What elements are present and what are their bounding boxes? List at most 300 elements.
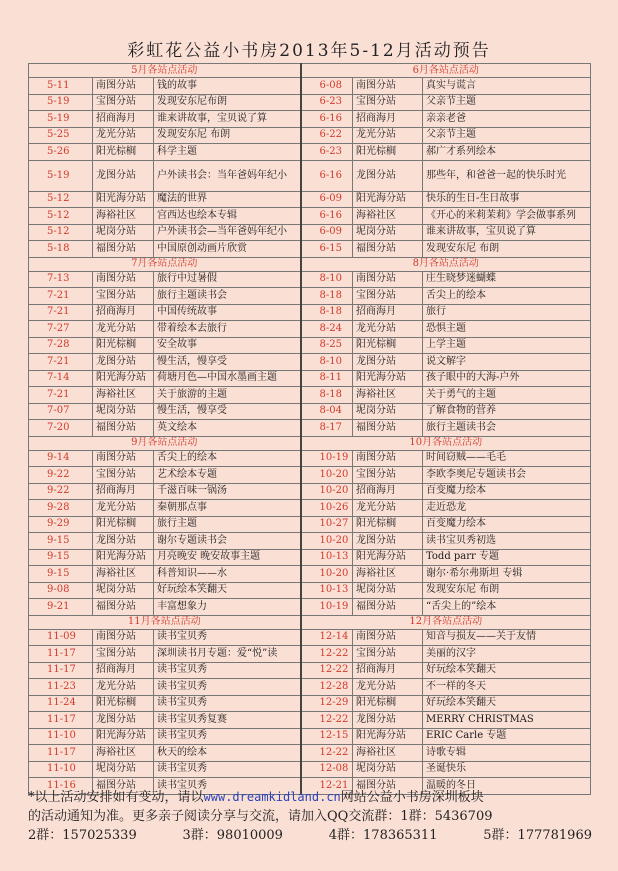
event-topic: 走近恐龙 xyxy=(423,500,591,517)
branch-name: 招商海月 xyxy=(353,304,423,321)
branch-name: 龙光分站 xyxy=(353,500,423,517)
schedule-table xyxy=(28,63,591,795)
branch-name: 南图分站 xyxy=(353,271,423,288)
branch-name: 福图分站 xyxy=(353,778,423,795)
branch-name: 阳光棕榈 xyxy=(93,337,154,354)
event-topic: Todd parr 专题 xyxy=(423,549,591,566)
schedule-row xyxy=(29,288,591,305)
schedule-row xyxy=(29,191,591,208)
event-date: 6-15 xyxy=(301,241,353,258)
branch-name: 龙图分站 xyxy=(93,160,154,191)
event-date: 12-22 xyxy=(301,745,353,762)
event-date: 10-19 xyxy=(301,599,353,616)
schedule-row xyxy=(29,321,591,338)
branch-name: 招商海月 xyxy=(93,662,154,679)
branch-name: 福图分站 xyxy=(353,420,423,437)
event-date: 10-27 xyxy=(301,516,353,533)
schedule-row xyxy=(29,483,591,500)
event-date: 6-09 xyxy=(301,191,353,208)
event-topic: 关于勇气的主题 xyxy=(423,387,591,404)
event-date: 5-12 xyxy=(29,191,93,208)
schedule-row xyxy=(29,679,591,696)
month-header: 8月各站点活动 xyxy=(301,257,591,271)
event-date: 10-20 xyxy=(301,483,353,500)
event-topic: 读书宝贝秀 xyxy=(154,629,301,646)
event-date: 11-17 xyxy=(29,646,93,663)
event-topic: 真实与谎言 xyxy=(423,78,591,95)
branch-name: 海裕社区 xyxy=(353,387,423,404)
schedule-row xyxy=(29,761,591,778)
event-topic: 好玩绘本笑翻天 xyxy=(423,695,591,712)
branch-name: 宝图分站 xyxy=(93,467,154,484)
event-date: 9-29 xyxy=(29,516,93,533)
event-date: 6-16 xyxy=(301,111,353,128)
event-date: 6-08 xyxy=(301,78,353,95)
event-date: 7-27 xyxy=(29,321,93,338)
event-topic: 孩子眼中的大海-户外 xyxy=(423,370,591,387)
event-date: 9-22 xyxy=(29,467,93,484)
month-header: 5月各站点活动 xyxy=(29,64,301,78)
event-date: 10-20 xyxy=(301,467,353,484)
schedule-row xyxy=(29,94,591,111)
event-topic: 中国原创动画片欣赏 xyxy=(154,241,301,258)
event-date: 10-20 xyxy=(301,533,353,550)
event-topic: 科普知识——水 xyxy=(154,566,301,583)
branch-name: 龙光分站 xyxy=(353,321,423,338)
event-date: 7-21 xyxy=(29,304,93,321)
branch-name: 南图分站 xyxy=(93,450,154,467)
branch-name: 龙图分站 xyxy=(353,354,423,371)
schedule-row xyxy=(29,78,591,95)
month-header: 12月各站点活动 xyxy=(301,615,591,629)
branch-name: 宝图分站 xyxy=(93,646,154,663)
event-date: 8-25 xyxy=(301,337,353,354)
schedule-row xyxy=(29,629,591,646)
event-date: 7-07 xyxy=(29,403,93,420)
branch-name: 阳光海分站 xyxy=(353,370,423,387)
branch-name: 福图分站 xyxy=(93,778,154,795)
event-date: 10-13 xyxy=(301,549,353,566)
schedule-row xyxy=(29,745,591,762)
event-date: 5-19 xyxy=(29,111,93,128)
schedule-row xyxy=(29,712,591,729)
event-topic: 快乐的生日-生日故事 xyxy=(423,191,591,208)
event-date: 6-09 xyxy=(301,224,353,241)
branch-name: 海裕社区 xyxy=(93,566,154,583)
event-topic: 艺术绘本专题 xyxy=(154,467,301,484)
branch-name: 福图分站 xyxy=(93,599,154,616)
branch-name: 阳光海分站 xyxy=(93,370,154,387)
event-date: 5-12 xyxy=(29,224,93,241)
schedule-row xyxy=(29,582,591,599)
footer-notice xyxy=(28,788,598,845)
schedule-row xyxy=(29,467,591,484)
event-date: 9-28 xyxy=(29,500,93,517)
event-date: 6-23 xyxy=(301,94,353,111)
branch-name: 龙光分站 xyxy=(93,500,154,517)
event-date: 11-24 xyxy=(29,695,93,712)
month-header: 6月各站点活动 xyxy=(301,64,591,78)
event-date: 9-22 xyxy=(29,483,93,500)
event-date: 7-13 xyxy=(29,271,93,288)
schedule-row xyxy=(29,241,591,258)
branch-name: 宝图分站 xyxy=(353,94,423,111)
event-date: 6-23 xyxy=(301,144,353,161)
event-topic: 谢尔·希尔弗斯坦 专辑 xyxy=(423,566,591,583)
event-date: 6-22 xyxy=(301,127,353,144)
event-topic: 荷塘月色—中国水墨画主题 xyxy=(154,370,301,387)
event-topic: 李欧李奥尼专题读书会 xyxy=(423,467,591,484)
branch-name: 福图分站 xyxy=(93,420,154,437)
branch-name: 福图分站 xyxy=(353,599,423,616)
event-date: 7-28 xyxy=(29,337,93,354)
event-topic: 千滋百味一锅汤 xyxy=(154,483,301,500)
event-topic: 慢生活，慢享受 xyxy=(154,403,301,420)
month-header: 10月各站点活动 xyxy=(301,436,591,450)
event-date: 8-18 xyxy=(301,387,353,404)
event-date: 12-29 xyxy=(301,695,353,712)
event-date: 10-13 xyxy=(301,582,353,599)
branch-name: 南图分站 xyxy=(93,78,154,95)
event-date: 9-08 xyxy=(29,582,93,599)
event-topic: 读书宝贝秀 xyxy=(154,695,301,712)
event-topic: 时间窃贼——毛毛 xyxy=(423,450,591,467)
event-date: 9-15 xyxy=(29,566,93,583)
schedule-row xyxy=(29,160,591,191)
event-topic: 丰富想象力 xyxy=(154,599,301,616)
branch-name: 龙光分站 xyxy=(93,679,154,696)
month-header: 11月各站点活动 xyxy=(29,615,301,629)
branch-name: 坭岗分站 xyxy=(353,582,423,599)
schedule-row xyxy=(29,354,591,371)
branch-name: 阳光海分站 xyxy=(353,191,423,208)
schedule-row xyxy=(29,695,591,712)
schedule-row xyxy=(29,127,591,144)
qq-group-3: 3群：98010009 xyxy=(182,828,283,843)
event-topic: 读书宝贝秀 xyxy=(154,662,301,679)
schedule-row xyxy=(29,337,591,354)
branch-name: 宝图分站 xyxy=(353,288,423,305)
event-topic: 亲亲老爸 xyxy=(423,111,591,128)
event-date: 12-22 xyxy=(301,662,353,679)
branch-name: 阳光棕榈 xyxy=(353,695,423,712)
branch-name: 阳光棕榈 xyxy=(353,516,423,533)
branch-name: 宝图分站 xyxy=(93,94,154,111)
month-header-row xyxy=(29,436,591,450)
event-topic: 安全故事 xyxy=(154,337,301,354)
event-topic: 发现安东尼 布朗 xyxy=(154,127,301,144)
branch-name: 海裕社区 xyxy=(93,745,154,762)
branch-name: 坭岗分站 xyxy=(93,761,154,778)
event-date: 10-20 xyxy=(301,566,353,583)
branch-name: 宝图分站 xyxy=(93,288,154,305)
branch-name: 龙图分站 xyxy=(353,712,423,729)
event-date: 7-20 xyxy=(29,420,93,437)
schedule-row xyxy=(29,111,591,128)
event-topic: 英文绘本 xyxy=(154,420,301,437)
event-date: 8-18 xyxy=(301,288,353,305)
event-date: 8-04 xyxy=(301,403,353,420)
branch-name: 招商海月 xyxy=(93,483,154,500)
event-topic: ERIC Carle 专题 xyxy=(423,728,591,745)
event-date: 6-16 xyxy=(301,160,353,191)
schedule-row xyxy=(29,646,591,663)
month-header-row xyxy=(29,257,591,271)
footer-notice-line1-end: 网站公益小书房深圳板块 xyxy=(340,790,484,805)
branch-name: 南图分站 xyxy=(353,629,423,646)
event-topic: 户外读书会：当年爸妈年纪小 xyxy=(154,160,301,191)
event-date: 7-14 xyxy=(29,370,93,387)
footer-notice-line2: 的活动通知为准。更多亲子阅读分享与交流，请加入QQ交流群：1群：5436709 xyxy=(28,809,493,824)
event-date: 5-26 xyxy=(29,144,93,161)
schedule-row xyxy=(29,370,591,387)
qq-group-5: 5群：177781969 xyxy=(483,828,592,843)
event-topic: 父亲节主题 xyxy=(423,94,591,111)
event-date: 6-16 xyxy=(301,208,353,225)
page-title: 彩虹花公益小书房2013年5-12月活动预告 xyxy=(127,41,491,61)
event-topic: 说文解字 xyxy=(423,354,591,371)
event-topic: 户外读书会—当年爸妈年纪小 xyxy=(154,224,301,241)
event-topic: 月亮晚安 晚安故事主题 xyxy=(154,549,301,566)
event-topic: 魔法的世界 xyxy=(154,191,301,208)
event-date: 10-19 xyxy=(301,450,353,467)
event-topic: 读书宝贝秀 xyxy=(154,679,301,696)
month-header-row xyxy=(29,615,591,629)
event-topic: “舌尖上的”绘本 xyxy=(423,599,591,616)
event-date: 11-17 xyxy=(29,745,93,762)
branch-name: 阳光棕榈 xyxy=(353,144,423,161)
event-topic: 《开心的米莉茉莉》学会做事系列 xyxy=(423,208,591,225)
branch-name: 龙图分站 xyxy=(93,354,154,371)
event-date: 5-18 xyxy=(29,241,93,258)
schedule-row xyxy=(29,450,591,467)
event-topic: 发现安东尼布朗 xyxy=(154,94,301,111)
branch-name: 宝图分站 xyxy=(353,646,423,663)
branch-name: 龙图分站 xyxy=(353,160,423,191)
event-topic: 慢生活，慢享受 xyxy=(154,354,301,371)
event-topic: 宫西达也绘本专辑 xyxy=(154,208,301,225)
event-date: 5-12 xyxy=(29,208,93,225)
event-date: 12-15 xyxy=(301,728,353,745)
event-date: 8-24 xyxy=(301,321,353,338)
event-topic: 温暖的冬日 xyxy=(423,778,591,795)
event-date: 11-10 xyxy=(29,761,93,778)
event-topic: 旅行 xyxy=(423,304,591,321)
event-topic: 旅行主题读书会 xyxy=(423,420,591,437)
event-date: 5-11 xyxy=(29,78,93,95)
event-date: 8-11 xyxy=(301,370,353,387)
event-date: 12-28 xyxy=(301,679,353,696)
event-topic: 秦朝那点事 xyxy=(154,500,301,517)
event-date: 11-09 xyxy=(29,629,93,646)
branch-name: 阳光棕榈 xyxy=(353,337,423,354)
branch-name: 龙光分站 xyxy=(93,127,154,144)
branch-name: 南图分站 xyxy=(93,629,154,646)
event-topic: 关于旅游的主题 xyxy=(154,387,301,404)
event-topic: 深圳读书月专题：爱“悦”读 xyxy=(154,646,301,663)
qq-group-4: 4群：178365311 xyxy=(328,828,438,843)
branch-name: 阳光海分站 xyxy=(353,728,423,745)
branch-name: 宝图分站 xyxy=(353,467,423,484)
branch-name: 招商海月 xyxy=(353,483,423,500)
event-topic: 读书宝贝秀复赛 xyxy=(154,712,301,729)
schedule-row xyxy=(29,500,591,517)
branch-name: 南图分站 xyxy=(353,450,423,467)
event-topic: 不一样的冬天 xyxy=(423,679,591,696)
event-date: 5-19 xyxy=(29,94,93,111)
schedule-row xyxy=(29,420,591,437)
event-date: 11-16 xyxy=(29,778,93,795)
schedule-row xyxy=(29,728,591,745)
schedule-row xyxy=(29,599,591,616)
branch-name: 海裕社区 xyxy=(353,745,423,762)
schedule-row xyxy=(29,533,591,550)
website-link[interactable]: www.dreamkidland.cn xyxy=(203,790,341,804)
branch-name: 招商海月 xyxy=(93,304,154,321)
event-topic: 好玩绘本笑翻天 xyxy=(423,662,591,679)
event-date: 12-22 xyxy=(301,712,353,729)
branch-name: 招商海月 xyxy=(353,662,423,679)
event-topic: 读书宝贝秀 xyxy=(154,761,301,778)
event-topic: 旅行主题 xyxy=(154,516,301,533)
branch-name: 福图分站 xyxy=(93,241,154,258)
branch-name: 坭岗分站 xyxy=(353,403,423,420)
event-topic: 读书宝贝秀 xyxy=(154,728,301,745)
event-topic: 父亲节主题 xyxy=(423,127,591,144)
branch-name: 招商海月 xyxy=(93,111,154,128)
branch-name: 阳光棕榈 xyxy=(93,144,154,161)
branch-name: 龙图分站 xyxy=(93,533,154,550)
branch-name: 龙图分站 xyxy=(353,533,423,550)
event-topic: 旅行中过暑假 xyxy=(154,271,301,288)
event-date: 9-15 xyxy=(29,549,93,566)
event-date: 8-10 xyxy=(301,354,353,371)
qq-group-list xyxy=(28,826,592,845)
event-date: 11-17 xyxy=(29,712,93,729)
branch-name: 坭岗分站 xyxy=(93,224,154,241)
event-topic: MERRY CHRISTMAS xyxy=(423,712,591,729)
event-date: 11-10 xyxy=(29,728,93,745)
schedule-row xyxy=(29,304,591,321)
event-topic: 钱的故事 xyxy=(154,78,301,95)
event-topic: 发现安东尼 布朗 xyxy=(423,241,591,258)
schedule-row xyxy=(29,144,591,161)
event-topic: 知音与损友——关于友情 xyxy=(423,629,591,646)
schedule-row xyxy=(29,387,591,404)
branch-name: 南图分站 xyxy=(353,78,423,95)
schedule-row xyxy=(29,403,591,420)
branch-name: 坭岗分站 xyxy=(93,582,154,599)
schedule-row xyxy=(29,208,591,225)
schedule-row xyxy=(29,516,591,533)
branch-name: 海裕社区 xyxy=(93,208,154,225)
event-topic: 读书宝贝秀初选 xyxy=(423,533,591,550)
event-date: 8-10 xyxy=(301,271,353,288)
event-topic: 旅行主题读书会 xyxy=(154,288,301,305)
event-date: 12-21 xyxy=(301,778,353,795)
event-date: 12-14 xyxy=(301,629,353,646)
branch-name: 坭岗分站 xyxy=(353,761,423,778)
month-header-row xyxy=(29,64,591,78)
schedule-row xyxy=(29,566,591,583)
schedule-row xyxy=(29,549,591,566)
event-topic: 上学主题 xyxy=(423,337,591,354)
branch-name: 招商海月 xyxy=(353,111,423,128)
event-date: 10-26 xyxy=(301,500,353,517)
event-topic: 了解食物的营养 xyxy=(423,403,591,420)
branch-name: 阳光棕榈 xyxy=(93,695,154,712)
event-topic: 恐惧主题 xyxy=(423,321,591,338)
event-date: 9-21 xyxy=(29,599,93,616)
event-topic: 诗歌专辑 xyxy=(423,745,591,762)
event-topic: 中国传统故事 xyxy=(154,304,301,321)
branch-name: 海裕社区 xyxy=(353,566,423,583)
branch-name: 阳光海分站 xyxy=(93,728,154,745)
event-topic: 郝广才系列绘本 xyxy=(423,144,591,161)
branch-name: 福图分站 xyxy=(353,241,423,258)
schedule-row xyxy=(29,662,591,679)
schedule-row xyxy=(29,224,591,241)
branch-name: 阳光海分站 xyxy=(93,549,154,566)
schedule-row xyxy=(29,271,591,288)
branch-name: 南图分站 xyxy=(93,271,154,288)
event-topic: 谁来讲故事，宝贝说了算 xyxy=(154,111,301,128)
event-topic: 美丽的汉字 xyxy=(423,646,591,663)
branch-name: 坭岗分站 xyxy=(353,224,423,241)
qq-group-2: 2群：157025339 xyxy=(28,828,137,843)
event-topic: 那些年，和爸爸一起的快乐时光 xyxy=(423,160,591,191)
branch-name: 阳光海分站 xyxy=(353,549,423,566)
event-date: 12-08 xyxy=(301,761,353,778)
event-date: 5-19 xyxy=(29,160,93,191)
event-topic: 圣诞快乐 xyxy=(423,761,591,778)
branch-name: 龙光分站 xyxy=(353,127,423,144)
event-topic: 舌尖上的绘本 xyxy=(423,288,591,305)
footer-notice-line1-start: *以上活动安排如有变动，请以 xyxy=(28,790,204,805)
event-topic: 舌尖上的绘本 xyxy=(154,450,301,467)
event-date: 11-23 xyxy=(29,679,93,696)
branch-name: 龙光分站 xyxy=(353,679,423,696)
event-topic: 带着绘本去旅行 xyxy=(154,321,301,338)
event-date: 8-18 xyxy=(301,304,353,321)
event-topic: 发现安东尼 布朗 xyxy=(423,582,591,599)
event-date: 11-17 xyxy=(29,662,93,679)
branch-name: 海裕社区 xyxy=(353,208,423,225)
event-date: 7-21 xyxy=(29,387,93,404)
branch-name: 龙光分站 xyxy=(93,321,154,338)
event-topic: 百变魔力绘本 xyxy=(423,516,591,533)
event-topic: 谢尔专题读书会 xyxy=(154,533,301,550)
event-date: 7-21 xyxy=(29,288,93,305)
event-date: 9-14 xyxy=(29,450,93,467)
branch-name: 龙图分站 xyxy=(93,712,154,729)
event-topic: 读书宝贝秀 xyxy=(154,778,301,795)
event-date: 7-21 xyxy=(29,354,93,371)
event-topic: 秋天的绘本 xyxy=(154,745,301,762)
event-date: 5-25 xyxy=(29,127,93,144)
event-topic: 科学主题 xyxy=(154,144,301,161)
event-topic: 好玩绘本笑翻天 xyxy=(154,582,301,599)
event-date: 8-17 xyxy=(301,420,353,437)
branch-name: 阳光棕榈 xyxy=(93,516,154,533)
event-date: 12-22 xyxy=(301,646,353,663)
branch-name: 坭岗分站 xyxy=(93,403,154,420)
branch-name: 海裕社区 xyxy=(93,387,154,404)
branch-name: 阳光海分站 xyxy=(93,191,154,208)
event-date: 9-15 xyxy=(29,533,93,550)
month-header: 9月各站点活动 xyxy=(29,436,301,450)
month-header: 7月各站点活动 xyxy=(29,257,301,271)
